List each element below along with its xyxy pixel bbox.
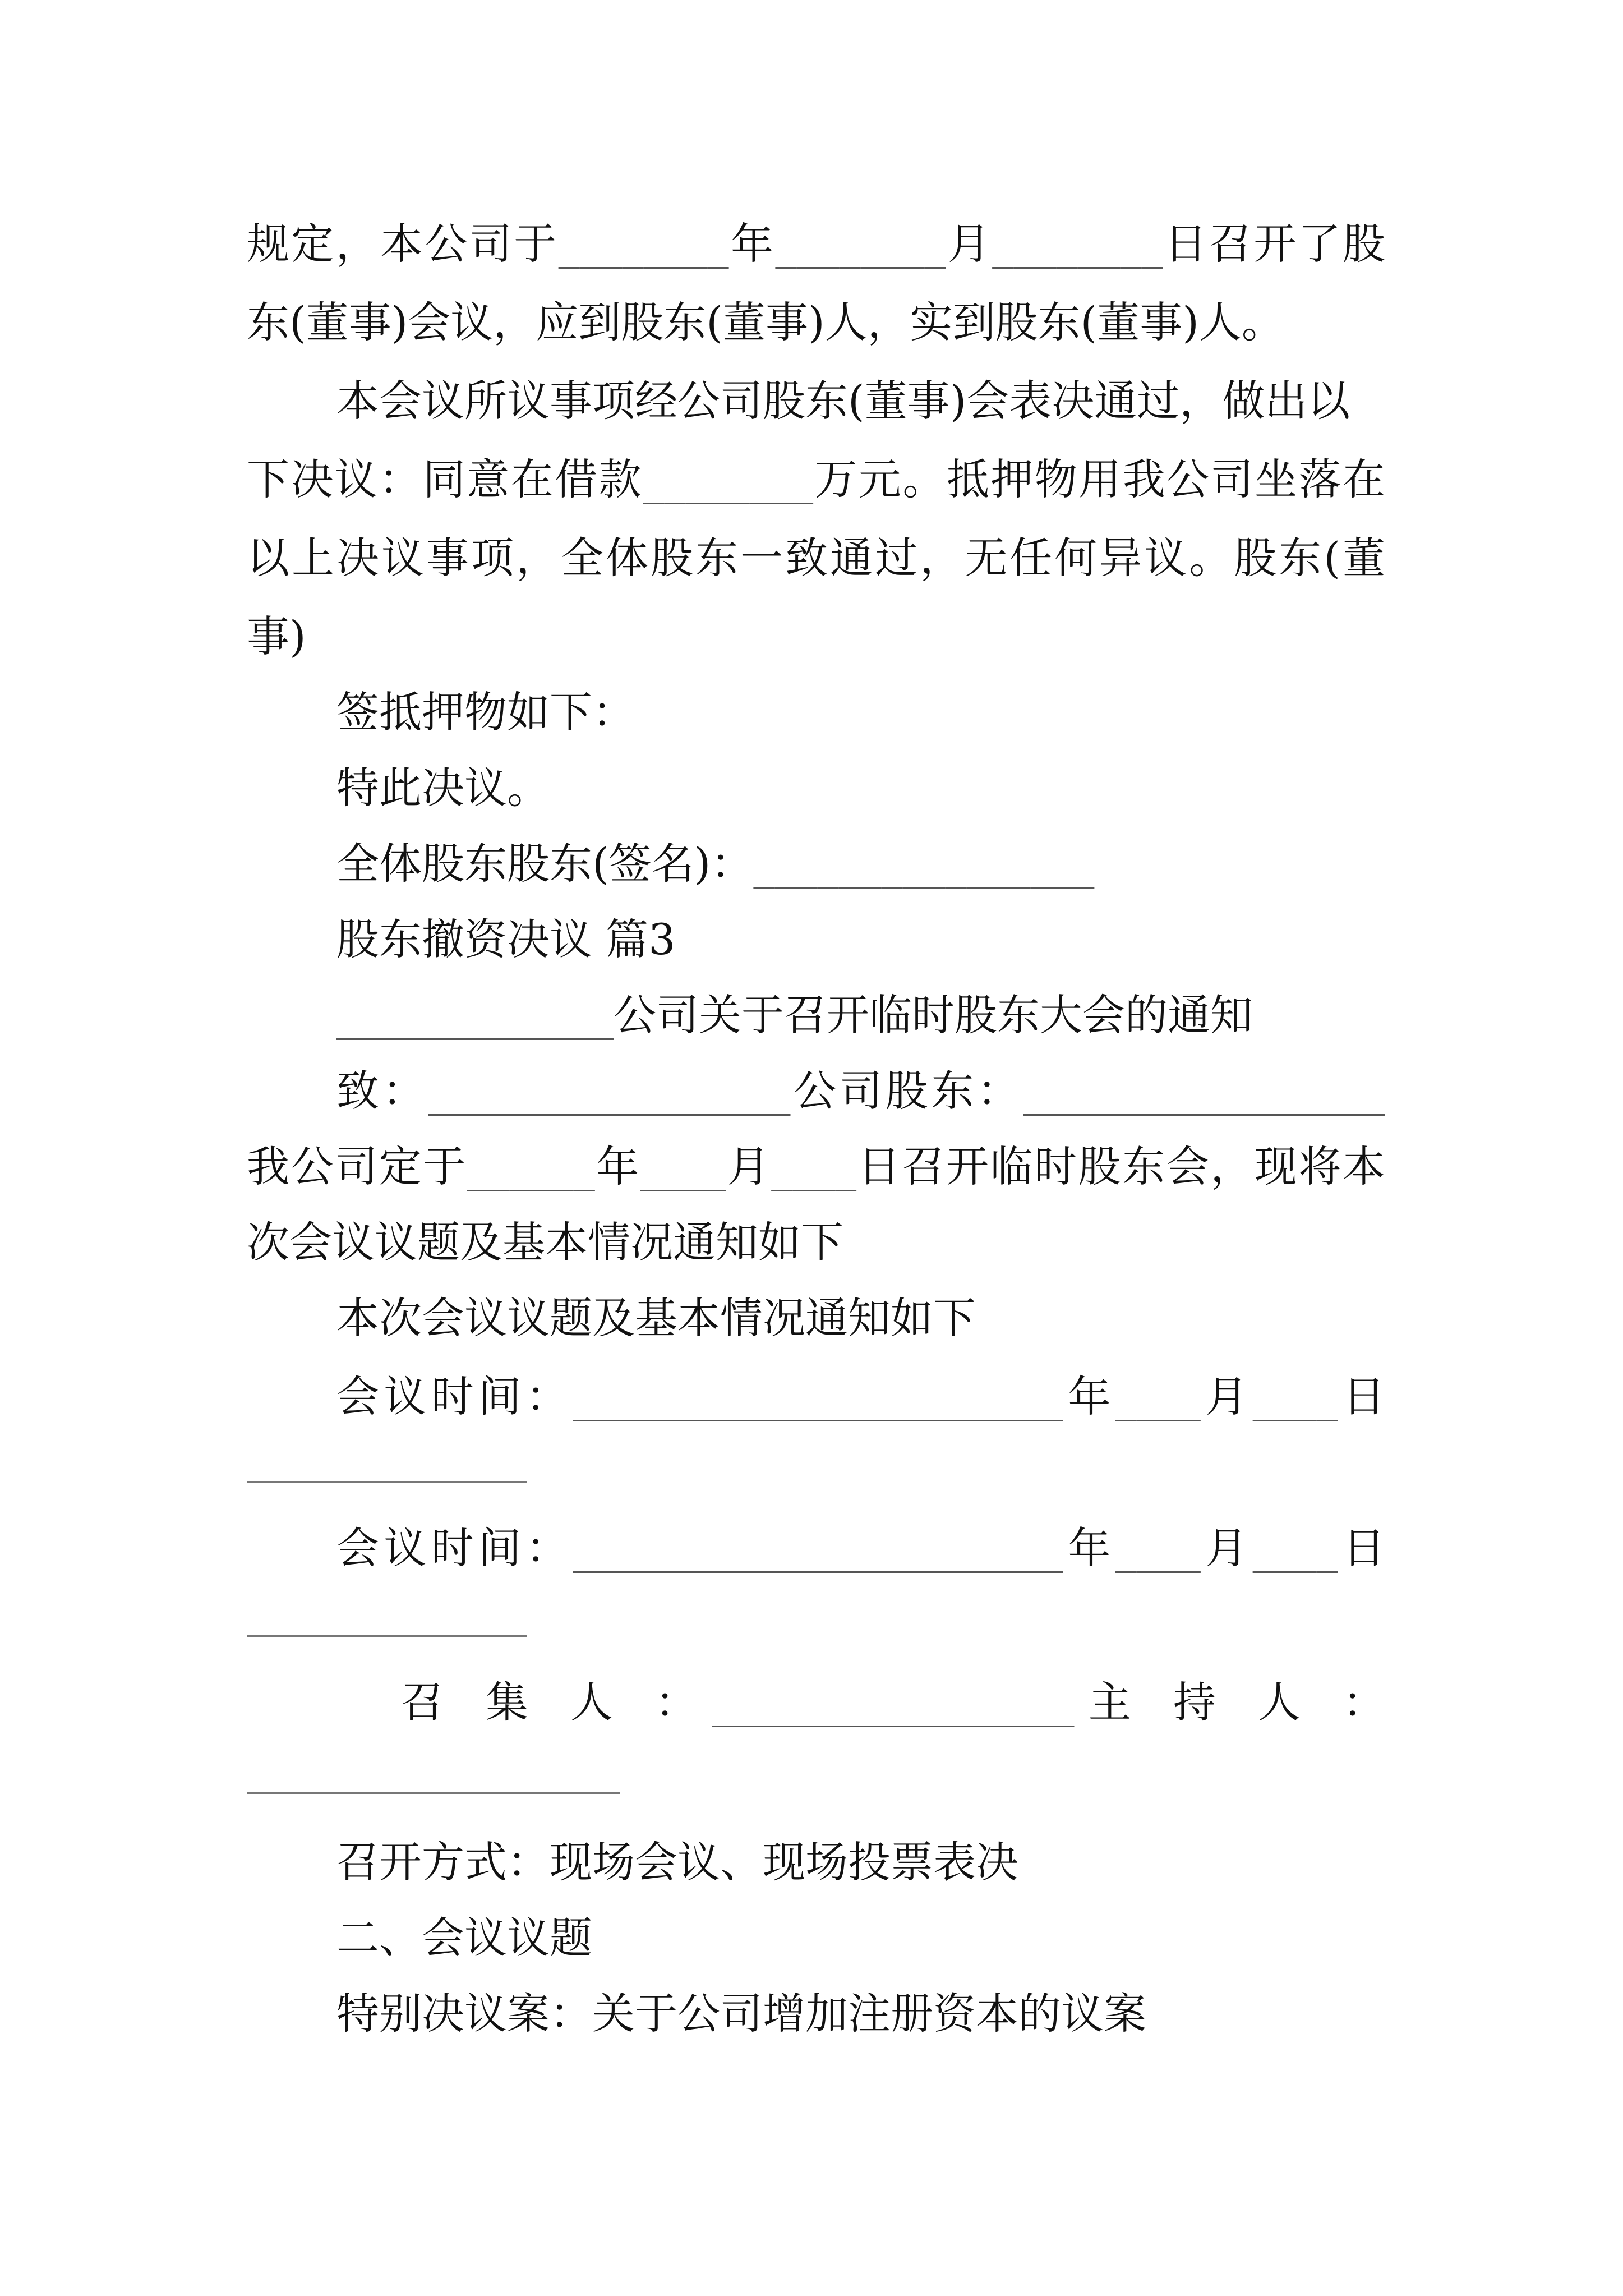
text-line-14 (247, 1206, 1385, 1279)
text: 月 (1200, 1372, 1253, 1421)
text: 特别决议案：关于公司增加注册资本的议案 (336, 1989, 1146, 2039)
section-heading (336, 903, 1385, 976)
text: 召开方式：现场会议、现场投票表决 (336, 1837, 1018, 1887)
blank-day: ____ (1252, 1372, 1338, 1421)
text: 本会议所议事项经公司股东(董事)会表决通过，做出以 (336, 376, 1350, 426)
text: 年 (594, 1142, 641, 1191)
blank-time: _______________________ (573, 1372, 1063, 1421)
text-line-7 (336, 676, 1385, 749)
blank-underline (247, 1481, 527, 1483)
text: 会议时间： (336, 1372, 573, 1421)
blank-month: ____ (640, 1142, 726, 1191)
text: 会议时间： (336, 1523, 573, 1573)
blank-time: _______________________ (573, 1523, 1063, 1573)
text: 万元。抵押物用我公司坐落在 (813, 454, 1385, 504)
text: 日 (1338, 1372, 1385, 1421)
text-line-21 (336, 1977, 1385, 2050)
text: 签抵押物如下： (336, 687, 635, 737)
text: 日召开临时股东会，现将本 (856, 1142, 1385, 1191)
text: 下决议：同意在借款 (247, 454, 643, 504)
blank-day: ____ (1252, 1523, 1338, 1573)
meeting-time-line-1 (336, 1360, 1385, 1433)
convener-line (401, 1666, 1385, 1739)
blank-month: ____ (1115, 1523, 1201, 1573)
text: 月 (726, 1142, 772, 1191)
text: 公司股东： (790, 1066, 1023, 1116)
text: 本次会议议题及基本情况通知如下 (336, 1293, 976, 1343)
text: 全体股东股东(签名)： (336, 839, 754, 889)
blank-month: ________ (775, 219, 946, 269)
text: 东(董事)会议，应到股东(董事)人，实到股东(董事)人。 (247, 297, 1284, 347)
text: 公司关于召开临时股东大会的通知 (614, 990, 1253, 1040)
text-line-8 (336, 752, 1385, 825)
text-line-9 (336, 827, 1385, 900)
text: 规定，本公司于 (247, 219, 559, 269)
text: 股东撤资决议 篇3 (336, 914, 676, 964)
text-line-15 (336, 1282, 1385, 1355)
text-line-2 (247, 286, 1385, 359)
blank-day: ________ (992, 219, 1163, 269)
text: 月 (1200, 1523, 1253, 1573)
text: 月 (946, 219, 993, 269)
blank-convener: _________________ (712, 1677, 1075, 1727)
blank-year: ________ (558, 219, 729, 269)
blank-underline (247, 1635, 527, 1637)
text: 以上决议事项，全体股东一致通过，无任何异议。股东(董 (247, 533, 1385, 583)
text-line-12 (336, 1055, 1385, 1128)
text-line-4 (247, 443, 1385, 516)
text-line-19 (336, 1826, 1385, 1899)
blank-amount: ________ (643, 454, 814, 504)
blank-shareholder: _________________ (1023, 1066, 1385, 1116)
blank-year: ______ (467, 1142, 595, 1191)
text-line-6 (247, 600, 1385, 673)
text: 日 (1338, 1523, 1385, 1573)
section-heading (336, 1902, 1385, 1975)
text: 致： (336, 1066, 428, 1116)
text: 召 集 人 ： (401, 1677, 712, 1727)
meeting-time-line-2 (336, 1512, 1385, 1585)
text: 特此决议。 (336, 763, 550, 813)
text: 年 (1063, 1372, 1115, 1421)
blank-underline (247, 1792, 620, 1794)
text: 我公司定于 (247, 1142, 467, 1191)
text-line-3 (336, 365, 1385, 438)
text: 二、会议议题 (336, 1913, 592, 1963)
text: 年 (728, 219, 776, 269)
text-line-11 (336, 979, 1385, 1052)
text: 事) (247, 611, 306, 661)
blank-company: _____________ (336, 990, 614, 1040)
blank-signature: ________________ (753, 839, 1095, 889)
text: 年 (1063, 1523, 1115, 1573)
text-line-13 (247, 1130, 1385, 1203)
text: 日召开了股 (1163, 219, 1385, 269)
blank-recipient: _________________ (428, 1066, 791, 1116)
text: 次会议议题及基本情况通知如下 (247, 1217, 843, 1267)
blank-month: ____ (1115, 1372, 1201, 1421)
text-line-1 (247, 208, 1385, 280)
blank-day: ____ (771, 1142, 857, 1191)
text-line-5 (247, 522, 1385, 595)
text: 主 持 人 ： (1074, 1677, 1385, 1727)
